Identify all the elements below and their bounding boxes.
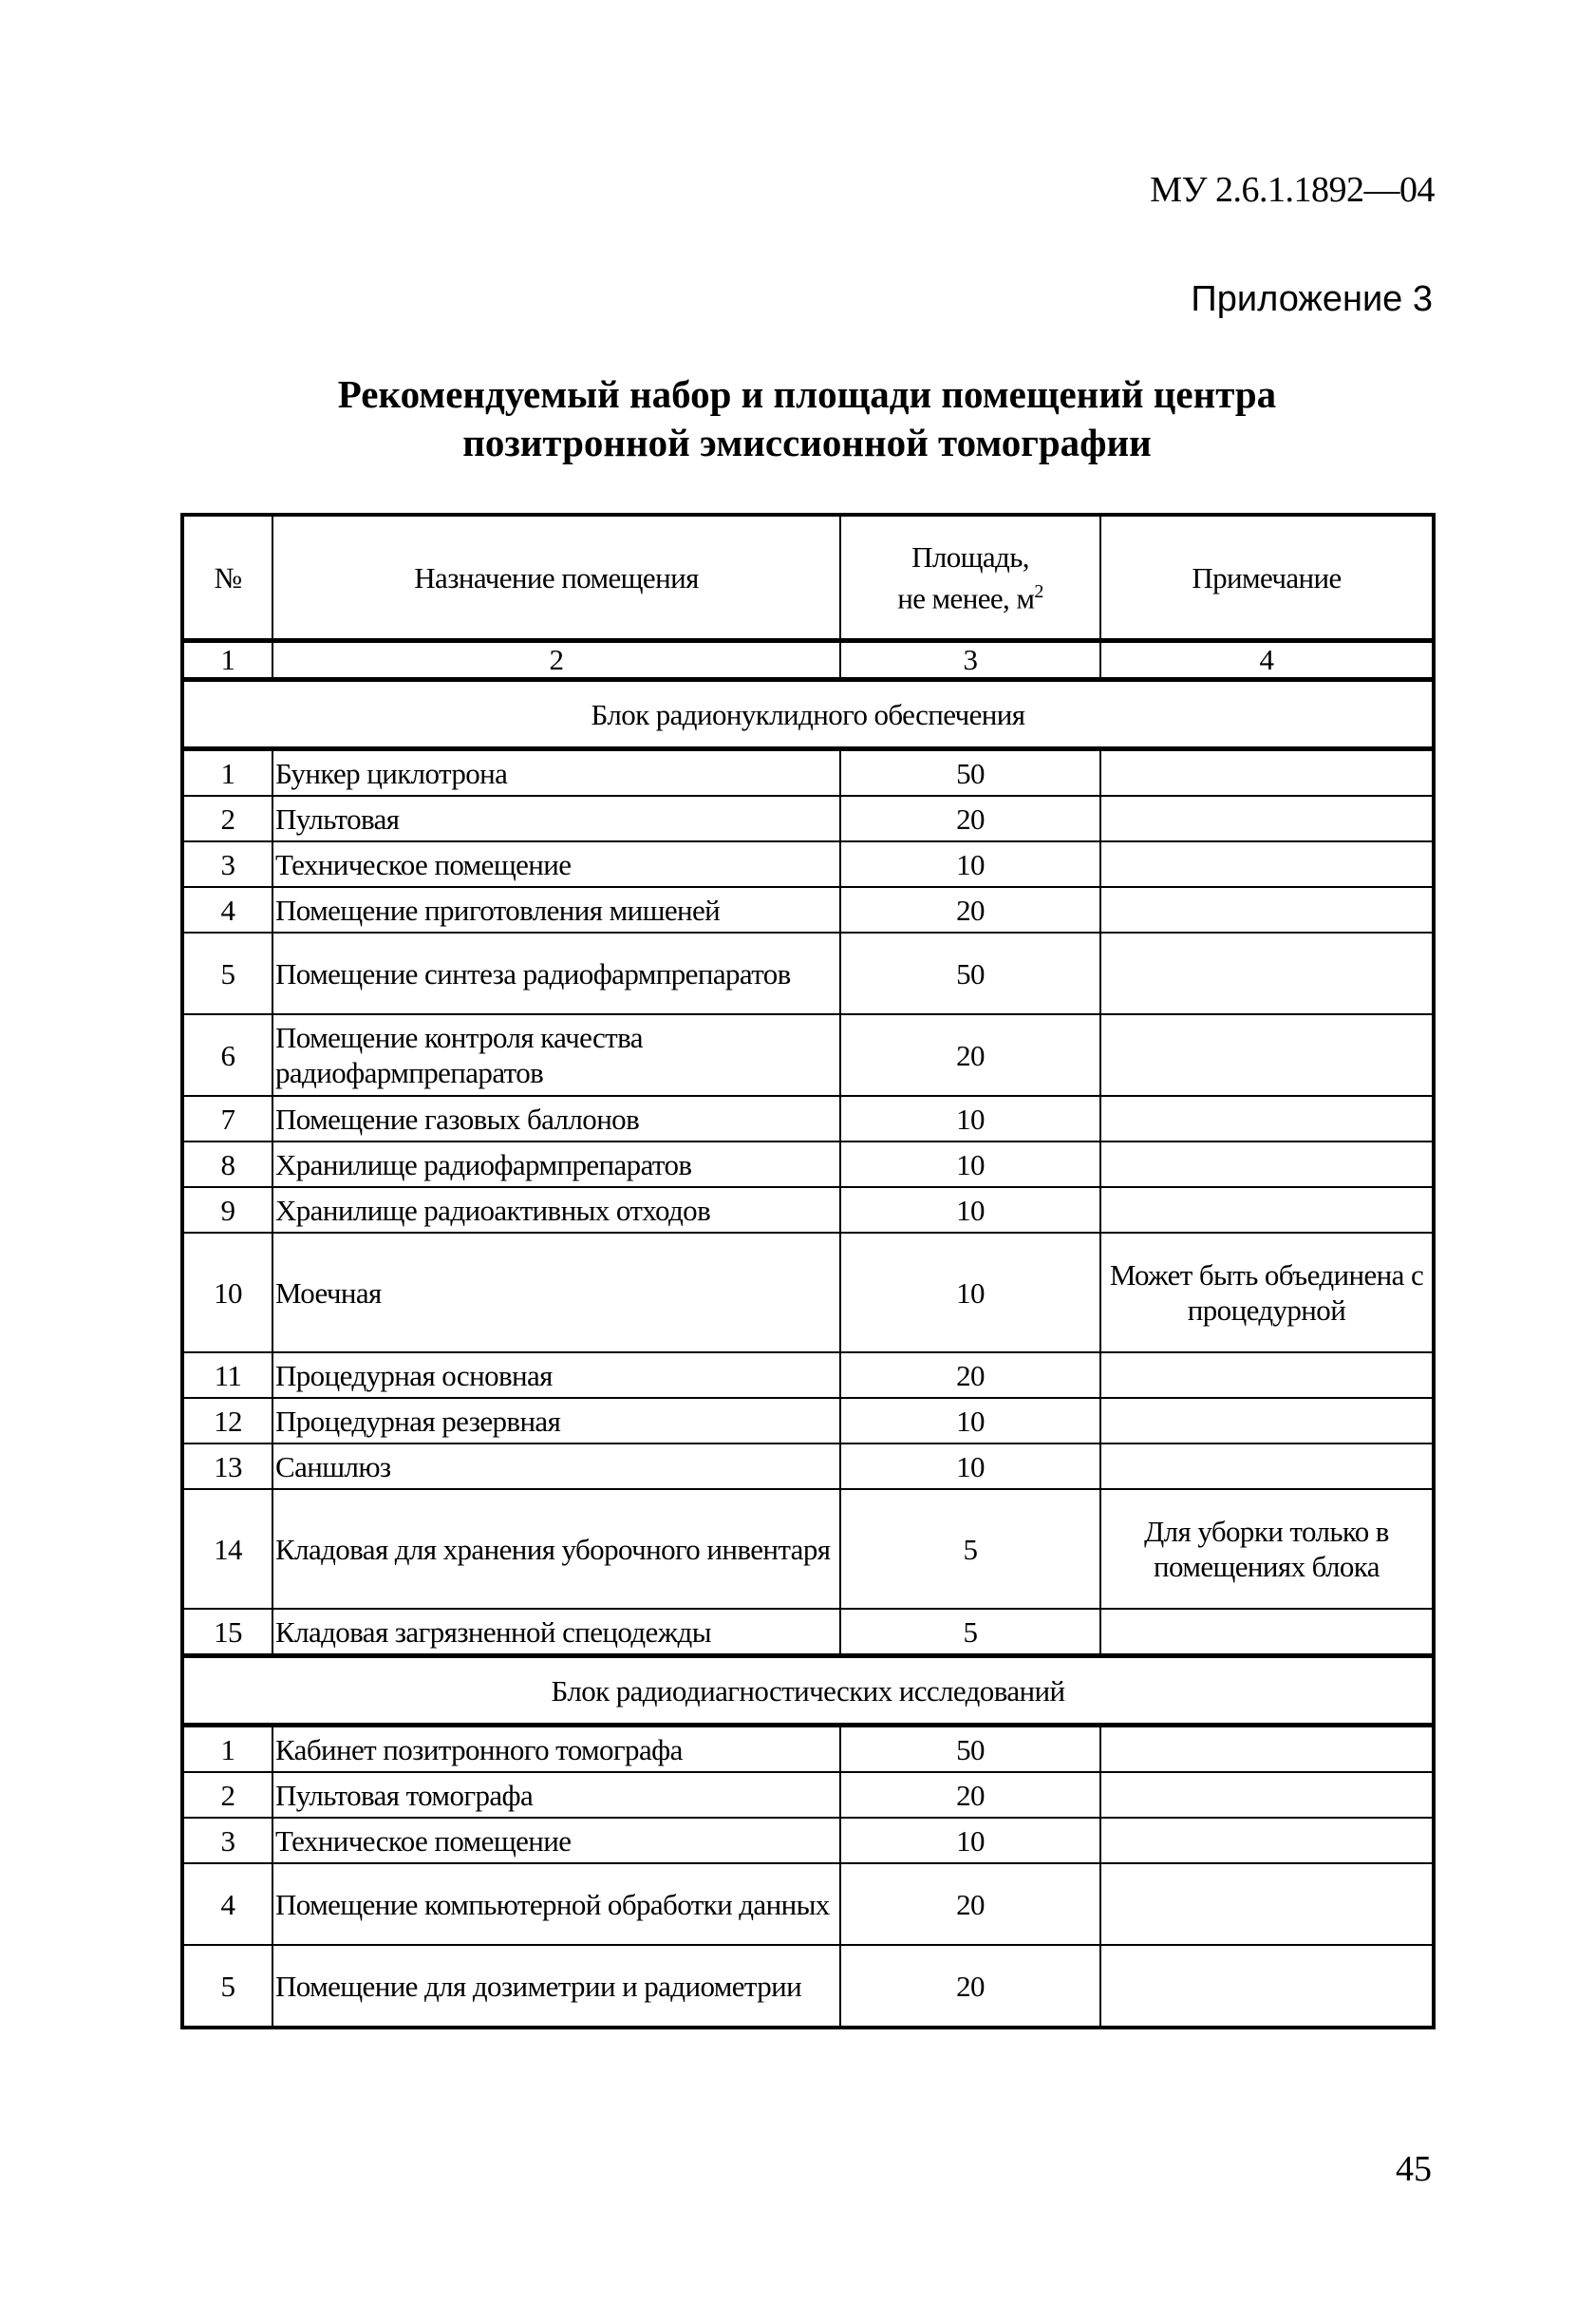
cell-name: Бункер циклотрона — [272, 749, 840, 797]
cell-area: 20 — [840, 1352, 1100, 1398]
table-row — [182, 1726, 1434, 1773]
block-header-row — [182, 680, 1434, 749]
cell-num: 11 — [182, 1352, 272, 1398]
header-area — [840, 515, 1100, 641]
header-area-line1: Площадь, — [911, 539, 1029, 574]
cell-area: 10 — [840, 1398, 1100, 1443]
block-title: Блок радионуклидного обеспечения — [182, 680, 1434, 749]
cell-note — [1100, 841, 1434, 887]
cell-note — [1100, 796, 1434, 841]
table-row — [182, 1187, 1434, 1233]
table-row — [182, 1398, 1434, 1443]
cell-note — [1100, 1142, 1434, 1187]
cell-num: 13 — [182, 1443, 272, 1489]
table-header-row — [182, 515, 1434, 641]
column-number: 3 — [840, 641, 1100, 680]
cell-num: 1 — [182, 1726, 272, 1773]
cell-area: 20 — [840, 796, 1100, 841]
table-row — [182, 749, 1434, 797]
cell-name: Кабинет позитронного томографа — [272, 1726, 840, 1773]
cell-name: Помещение синтеза радиофармпрепаратов — [272, 933, 840, 1014]
cell-area: 10 — [840, 1818, 1100, 1863]
cell-num: 14 — [182, 1489, 272, 1609]
cell-area: 10 — [840, 1233, 1100, 1352]
table-row — [182, 1945, 1434, 2028]
cell-area: 50 — [840, 749, 1100, 797]
cell-area: 10 — [840, 841, 1100, 887]
cell-name: Процедурная основная — [272, 1352, 840, 1398]
cell-note — [1100, 1772, 1434, 1818]
cell-name: Хранилище радиофармпрепаратов — [272, 1142, 840, 1187]
cell-note — [1100, 1014, 1434, 1096]
cell-area: 10 — [840, 1443, 1100, 1489]
cell-name: Техническое помещение — [272, 841, 840, 887]
cell-note — [1100, 1863, 1434, 1945]
cell-name: Кладовая загрязненной спецодежды — [272, 1609, 840, 1656]
header-area-line2 — [843, 575, 1098, 615]
cell-name: Помещение для дозиметрии и радиометрии — [272, 1945, 840, 2028]
cell-note — [1100, 1609, 1434, 1656]
cell-name: Процедурная резервная — [272, 1398, 840, 1443]
cell-num: 1 — [182, 749, 272, 797]
cell-name: Помещение контроля качества радиофармпрепаратов — [272, 1014, 840, 1096]
cell-name: Помещение газовых баллонов — [272, 1096, 840, 1142]
cell-name: Помещение приготовления мишеней — [272, 887, 840, 933]
cell-area: 10 — [840, 1187, 1100, 1233]
cell-area: 20 — [840, 1945, 1100, 2028]
cell-note — [1100, 1726, 1434, 1773]
cell-note — [1100, 887, 1434, 933]
cell-name: Пультовая — [272, 796, 840, 841]
cell-area: 20 — [840, 1014, 1100, 1096]
table-row — [182, 796, 1434, 841]
table-row — [182, 1609, 1434, 1656]
cell-num: 9 — [182, 1187, 272, 1233]
cell-name: Помещение компьютерной обработки данных — [272, 1863, 840, 1945]
cell-num: 8 — [182, 1142, 272, 1187]
header-name: Назначение помещения — [272, 515, 840, 641]
table-row — [182, 841, 1434, 887]
cell-note — [1100, 1398, 1434, 1443]
cell-area: 20 — [840, 887, 1100, 933]
cell-note — [1100, 1096, 1434, 1142]
cell-name: Саншлюз — [272, 1443, 840, 1489]
header-area-sup: 2 — [1034, 580, 1043, 602]
header-num: № — [182, 515, 272, 641]
table-row — [182, 1352, 1434, 1398]
header-note: Примечание — [1100, 515, 1434, 641]
cell-note: Для уборки только в помещениях блока — [1100, 1489, 1434, 1609]
table-row — [182, 1096, 1434, 1142]
column-number: 1 — [182, 641, 272, 680]
table-row — [182, 1014, 1434, 1096]
cell-area: 10 — [840, 1142, 1100, 1187]
cell-num: 7 — [182, 1096, 272, 1142]
cell-area: 5 — [840, 1489, 1100, 1609]
block-title: Блок радиодиагностических исследований — [182, 1656, 1434, 1726]
cell-num: 3 — [182, 1818, 272, 1863]
cell-name: Кладовая для хранения уборочного инвентаря — [272, 1489, 840, 1609]
cell-note — [1100, 933, 1434, 1014]
cell-num: 5 — [182, 933, 272, 1014]
page-number: 45 — [1396, 2149, 1432, 2189]
cell-num: 2 — [182, 1772, 272, 1818]
cell-num: 3 — [182, 841, 272, 887]
table-row — [182, 1233, 1434, 1352]
cell-name: Техническое помещение — [272, 1818, 840, 1863]
table-row — [182, 887, 1434, 933]
cell-area: 50 — [840, 1726, 1100, 1773]
block-header-row — [182, 1656, 1434, 1726]
cell-num: 15 — [182, 1609, 272, 1656]
cell-num: 2 — [182, 796, 272, 841]
cell-area: 10 — [840, 1096, 1100, 1142]
cell-name: Пультовая томографа — [272, 1772, 840, 1818]
cell-note: Может быть объединена с процедурной — [1100, 1233, 1434, 1352]
table-row — [182, 1489, 1434, 1609]
cell-num: 5 — [182, 1945, 272, 2028]
table-row — [182, 933, 1434, 1014]
cell-area: 20 — [840, 1772, 1100, 1818]
cell-note — [1100, 1187, 1434, 1233]
appendix-label: Приложение 3 — [1191, 279, 1433, 319]
cell-area: 20 — [840, 1863, 1100, 1945]
rooms-table — [180, 513, 1436, 2029]
title-line-2: позитронной эмиссионной томографии — [462, 421, 1152, 464]
title-line-1: Рекомендуемый набор и площади помещений центра — [337, 372, 1277, 416]
cell-num: 4 — [182, 887, 272, 933]
document-code: МУ 2.6.1.1892—04 — [1150, 170, 1435, 210]
cell-note — [1100, 1443, 1434, 1489]
column-number-row — [182, 641, 1434, 680]
cell-num: 4 — [182, 1863, 272, 1945]
cell-num: 6 — [182, 1014, 272, 1096]
cell-area: 5 — [840, 1609, 1100, 1656]
cell-num: 12 — [182, 1398, 272, 1443]
page-title — [180, 370, 1434, 467]
cell-name: Хранилище радиоактивных отходов — [272, 1187, 840, 1233]
column-number: 2 — [272, 641, 840, 680]
cell-name: Моечная — [272, 1233, 840, 1352]
table-row — [182, 1443, 1434, 1489]
header-area-unit: не менее, м — [897, 581, 1035, 615]
cell-note — [1100, 749, 1434, 797]
table-row — [182, 1772, 1434, 1818]
cell-num: 10 — [182, 1233, 272, 1352]
table-row — [182, 1818, 1434, 1863]
table-row — [182, 1142, 1434, 1187]
cell-note — [1100, 1352, 1434, 1398]
cell-area: 50 — [840, 933, 1100, 1014]
cell-note — [1100, 1945, 1434, 2028]
table-row — [182, 1863, 1434, 1945]
cell-note — [1100, 1818, 1434, 1863]
column-number: 4 — [1100, 641, 1434, 680]
